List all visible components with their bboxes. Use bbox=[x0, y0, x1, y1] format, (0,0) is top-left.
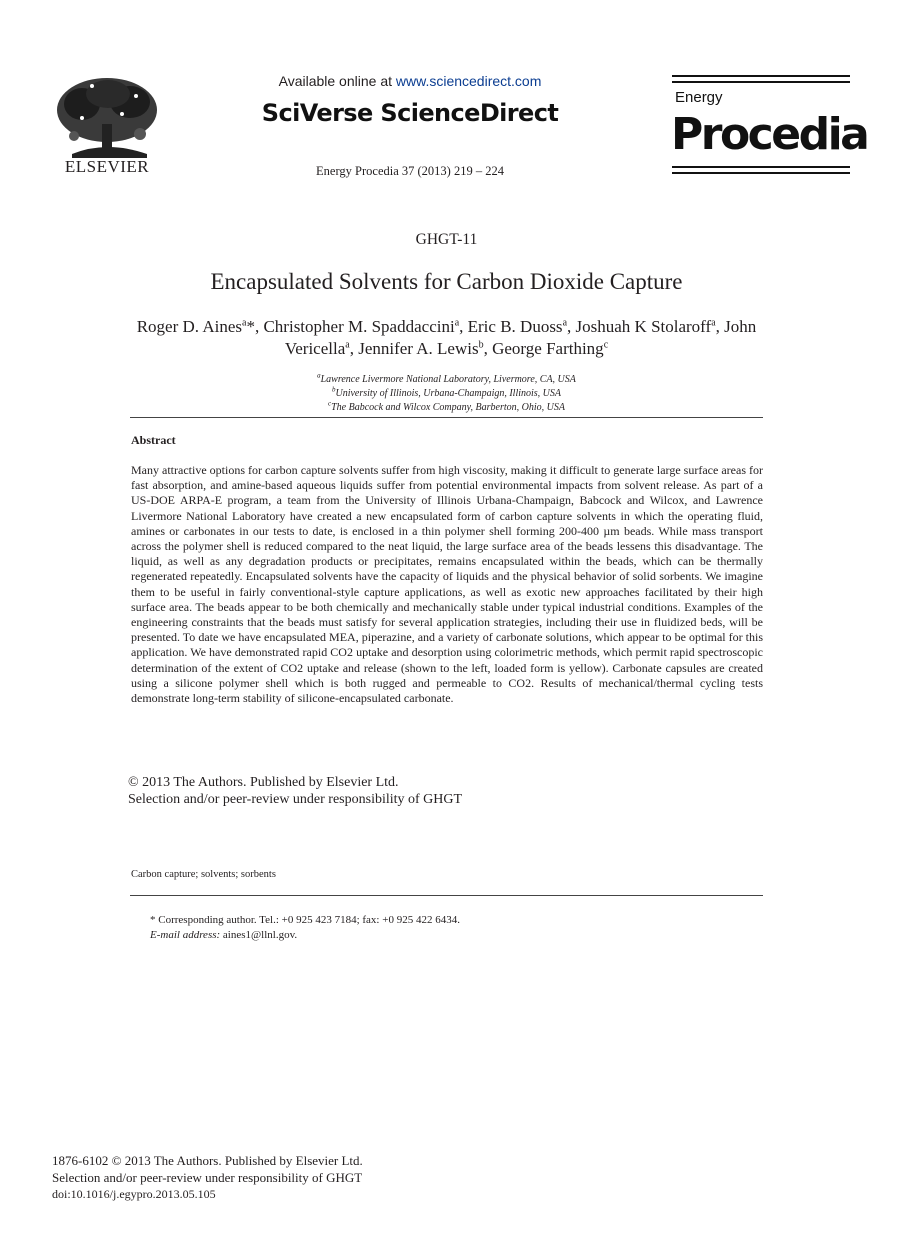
email-address[interactable]: aines1@llnl.gov. bbox=[220, 929, 298, 941]
keywords: Carbon capture; solvents; sorbents bbox=[131, 869, 276, 880]
author: Christopher M. Spaddaccini$^a$, bbox=[263, 317, 468, 336]
author-list bbox=[120, 316, 773, 360]
paper-title: Encapsulated Solvents for Carbon Dioxide Capture bbox=[210, 269, 683, 294]
author: Joshuah K Stolaroff$^a$, bbox=[575, 317, 725, 336]
affiliation: $^a$Lawrence Livermore National Laboratory, Livermore, CA, USA bbox=[317, 371, 576, 385]
journal-logo-rule bbox=[672, 81, 850, 83]
abstract-heading: Abstract bbox=[131, 433, 176, 447]
author: Eric B. Duoss$^a$, bbox=[467, 317, 576, 336]
author: George Farthing$^c$ bbox=[492, 339, 609, 358]
affiliation: $^b$University of Illinois, Urbana-Champaign, Illinois, USA bbox=[331, 385, 562, 399]
author: Jennifer A. Lewis$^b$, bbox=[358, 339, 493, 358]
conference-name: GHGT-11 bbox=[415, 231, 478, 248]
journal-logo-top: Energy bbox=[675, 89, 723, 106]
publisher-name: ELSEVIER bbox=[64, 157, 150, 176]
abstract-body: Many attractive options for carbon capture solvents suffer from high viscosity, making it difficult to generate large surface areas for fast absorption, and amine-based aqueous liquids suffer from potential environmental impacts from solvent release. As part of a US-DOE ARPA-E program, a team from the University of Illinois Urbana-Champaign, Babcock and Wilcox, and Lawrence Livermore National Laboratory have created a new encapsulated form of carbon capture solvents in which the operating fluid, amines or carbonates in our tests to date, is enclosed in a thin polymer shell forming 200-400 µm beads. While mass transport across the polymer shell is reduced compared to the neat liquid, the large surface area of the beads lessens this disadvantage. The liquid, as well as any degradation products or precipitates, remains encapsulated within the beads, which can be thermally regenerated repeatedly. Encapsulated solvents have the capacity of liquids and the physical behavior of solid sorbents. We imagine them to be useful in fairly conventional-style capture applications, as well as exotic new approaches facilitated by their high surface area. The beads appear to be both chemically and mechanically stable under typical industrial conditions. Examples of the engineering constraints that the beads must satisfy for several application strategies, including their use in fluidized beds, will be presented. To date we have encapsulated MEA, piperazine, and a variety of carbonate solutions, which appear to be optimal for this application. We have demonstrated rapid CO2 uptake and desorption using colorimetric methods, which permit rapid spectroscopic determination of the extent of CO2 uptake and release (shown to the left, loaded form is yellow). Carbonate capsules are created using a silicone polymer shell which is both rugged and permeable to CO2. Results of mechanical/thermal cycling tests demonstrate long-term stability of silicone-encapsulated carbonate. bbox=[131, 463, 763, 706]
issn-line: 1876-6102 © 2013 The Authors. Published by Elsevier Ltd. bbox=[52, 1153, 363, 1168]
section-divider bbox=[130, 895, 763, 896]
email-footnote bbox=[150, 929, 297, 941]
peer-review-line: Selection and/or peer-review under responsibility of GHGT bbox=[128, 792, 463, 807]
sciencedirect-link[interactable]: www.sciencedirect.com bbox=[395, 73, 542, 89]
copyright-line: © 2013 The Authors. Published by Elsevier Ltd. bbox=[128, 775, 399, 790]
journal-logo-rule bbox=[672, 172, 850, 174]
email-label: E-mail address: bbox=[150, 929, 221, 941]
journal-logo-rule bbox=[672, 166, 850, 168]
journal-logo-rule bbox=[672, 75, 850, 77]
section-divider bbox=[130, 417, 763, 418]
journal-logo-main: Procedia bbox=[671, 109, 868, 160]
author: John Vericella$^a$, bbox=[284, 317, 757, 358]
available-online-prefix: Available online at bbox=[278, 73, 396, 89]
affiliation: $^c$The Babcock and Wilcox Company, Barberton, Ohio, USA bbox=[328, 399, 565, 413]
author: Roger D. Aines$^a$*, bbox=[136, 317, 264, 336]
corresponding-author-footnote: * Corresponding author. Tel.: +0 925 423 7184; fax: +0 925 422 6434. bbox=[150, 914, 460, 926]
platform-logo-text: SciVerse ScienceDirect bbox=[261, 99, 559, 127]
footer-review-line: Selection and/or peer-review under responsibility of GHGT bbox=[52, 1170, 363, 1185]
available-online-line bbox=[230, 73, 590, 89]
doi[interactable]: doi:10.1016/j.egypro.2013.05.105 bbox=[52, 1187, 216, 1201]
journal-reference: Energy Procedia 37 (2013) 219 – 224 bbox=[316, 164, 504, 178]
